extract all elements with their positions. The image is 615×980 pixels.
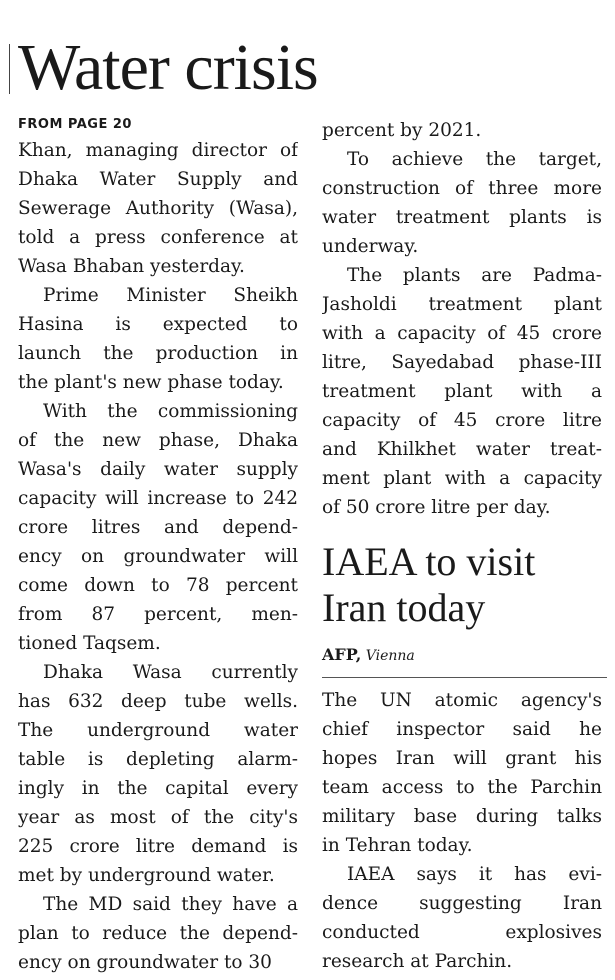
text-line: ency on groundwater will — [18, 546, 298, 567]
text-line: of 50 crore litre per day. — [322, 497, 551, 518]
text-line: crore litres and depend- — [18, 517, 298, 538]
article-column-2 — [322, 116, 602, 522]
text-line: capacity will increase to 242 — [18, 488, 298, 509]
text-line: The underground water — [18, 720, 298, 741]
paragraph — [18, 136, 298, 281]
text-line: Wasa Bhaban yesterday. — [18, 256, 245, 277]
text-line: Khan, managing director of — [18, 140, 298, 161]
text-line: dence suggesting Iran — [322, 893, 602, 914]
text-line: plan to reduce the depend- — [18, 923, 298, 944]
byline-place: Vienna — [365, 648, 415, 664]
text-line: The UN atomic agency's — [322, 690, 602, 711]
headline-water-crisis: Water crisis — [18, 31, 318, 104]
text-line: team access to the Parchin — [322, 777, 602, 798]
byline-agency: AFP, — [322, 645, 362, 664]
text-line: research at Parchin. — [322, 951, 513, 972]
paragraph — [322, 261, 602, 522]
text-line: of the new phase, Dhaka — [18, 430, 298, 451]
headline-iaea — [322, 539, 535, 631]
text-line: tioned Taqsem. — [18, 633, 161, 654]
text-line: Hasina is expected to — [18, 314, 298, 335]
text-line: the plant's new phase today. — [18, 372, 284, 393]
text-line: come down to 78 percent — [18, 575, 298, 596]
article-column-1 — [18, 136, 298, 977]
paragraph — [18, 281, 298, 397]
text-line: Prime Minister Sheikh — [43, 285, 298, 306]
byline — [322, 645, 415, 664]
text-line: Wasa's daily water supply — [18, 459, 298, 480]
story-divider — [322, 677, 607, 678]
text-line: The plants are Padma- — [347, 265, 602, 286]
headline-line: IAEA to visit — [322, 539, 536, 584]
paragraph — [322, 145, 602, 261]
text-line: underway. — [322, 236, 419, 257]
paragraph — [18, 890, 298, 977]
text-line: With the commissioning — [43, 401, 298, 422]
text-line: Dhaka Wasa currently — [43, 662, 298, 683]
text-line: treatment plant with a — [322, 381, 602, 402]
text-line: litre, Sayedabad phase-III — [322, 352, 602, 373]
text-line: in Tehran today. — [322, 835, 473, 856]
text-line: capacity of 45 crore litre — [322, 410, 602, 431]
text-line: hopes Iran will grant his — [322, 748, 602, 769]
text-line: 225 crore litre demand is — [18, 836, 298, 857]
text-line: told a press conference at — [18, 227, 298, 248]
text-line: Dhaka Water Supply and — [18, 169, 298, 190]
text-line: Sewerage Authority (Wasa), — [18, 198, 298, 219]
text-line: military base during talks — [322, 806, 602, 827]
text-line: launch the production in — [18, 343, 298, 364]
column-rule — [9, 44, 10, 94]
text-line: with a capacity of 45 crore — [322, 323, 602, 344]
paragraph — [322, 860, 602, 976]
text-line: table is depleting alarm- — [18, 749, 298, 770]
text-line: construction of three more — [322, 178, 602, 199]
text-line: percent by 2021. — [322, 120, 482, 141]
text-line: chief inspector said he — [322, 719, 602, 740]
text-line: ment plant with a capacity — [322, 468, 602, 489]
continuation-label: FROM PAGE 20 — [18, 117, 132, 132]
paragraph — [18, 658, 298, 890]
paragraph — [322, 686, 602, 860]
article-column-3 — [322, 686, 602, 976]
paragraph — [322, 116, 602, 145]
text-line: met by underground water. — [18, 865, 275, 886]
text-line: ingly in the capital every — [18, 778, 298, 799]
paragraph — [18, 397, 298, 658]
text-line: Jasholdi treatment plant — [322, 294, 602, 315]
text-line: from 87 percent, men- — [18, 604, 298, 625]
headline-line: Iran today — [322, 585, 486, 630]
text-line: water treatment plants is — [322, 207, 602, 228]
text-line: and Khilkhet water treat- — [322, 439, 602, 460]
text-line: To achieve the target, — [347, 149, 602, 170]
text-line: has 632 deep tube wells. — [18, 691, 298, 712]
text-line: conducted explosives — [322, 922, 602, 943]
text-line: year as most of the city's — [18, 807, 298, 828]
text-line: The MD said they have a — [43, 894, 298, 915]
text-line: IAEA says it has evi- — [347, 864, 602, 885]
text-line: ency on groundwater to 30 — [18, 952, 272, 973]
